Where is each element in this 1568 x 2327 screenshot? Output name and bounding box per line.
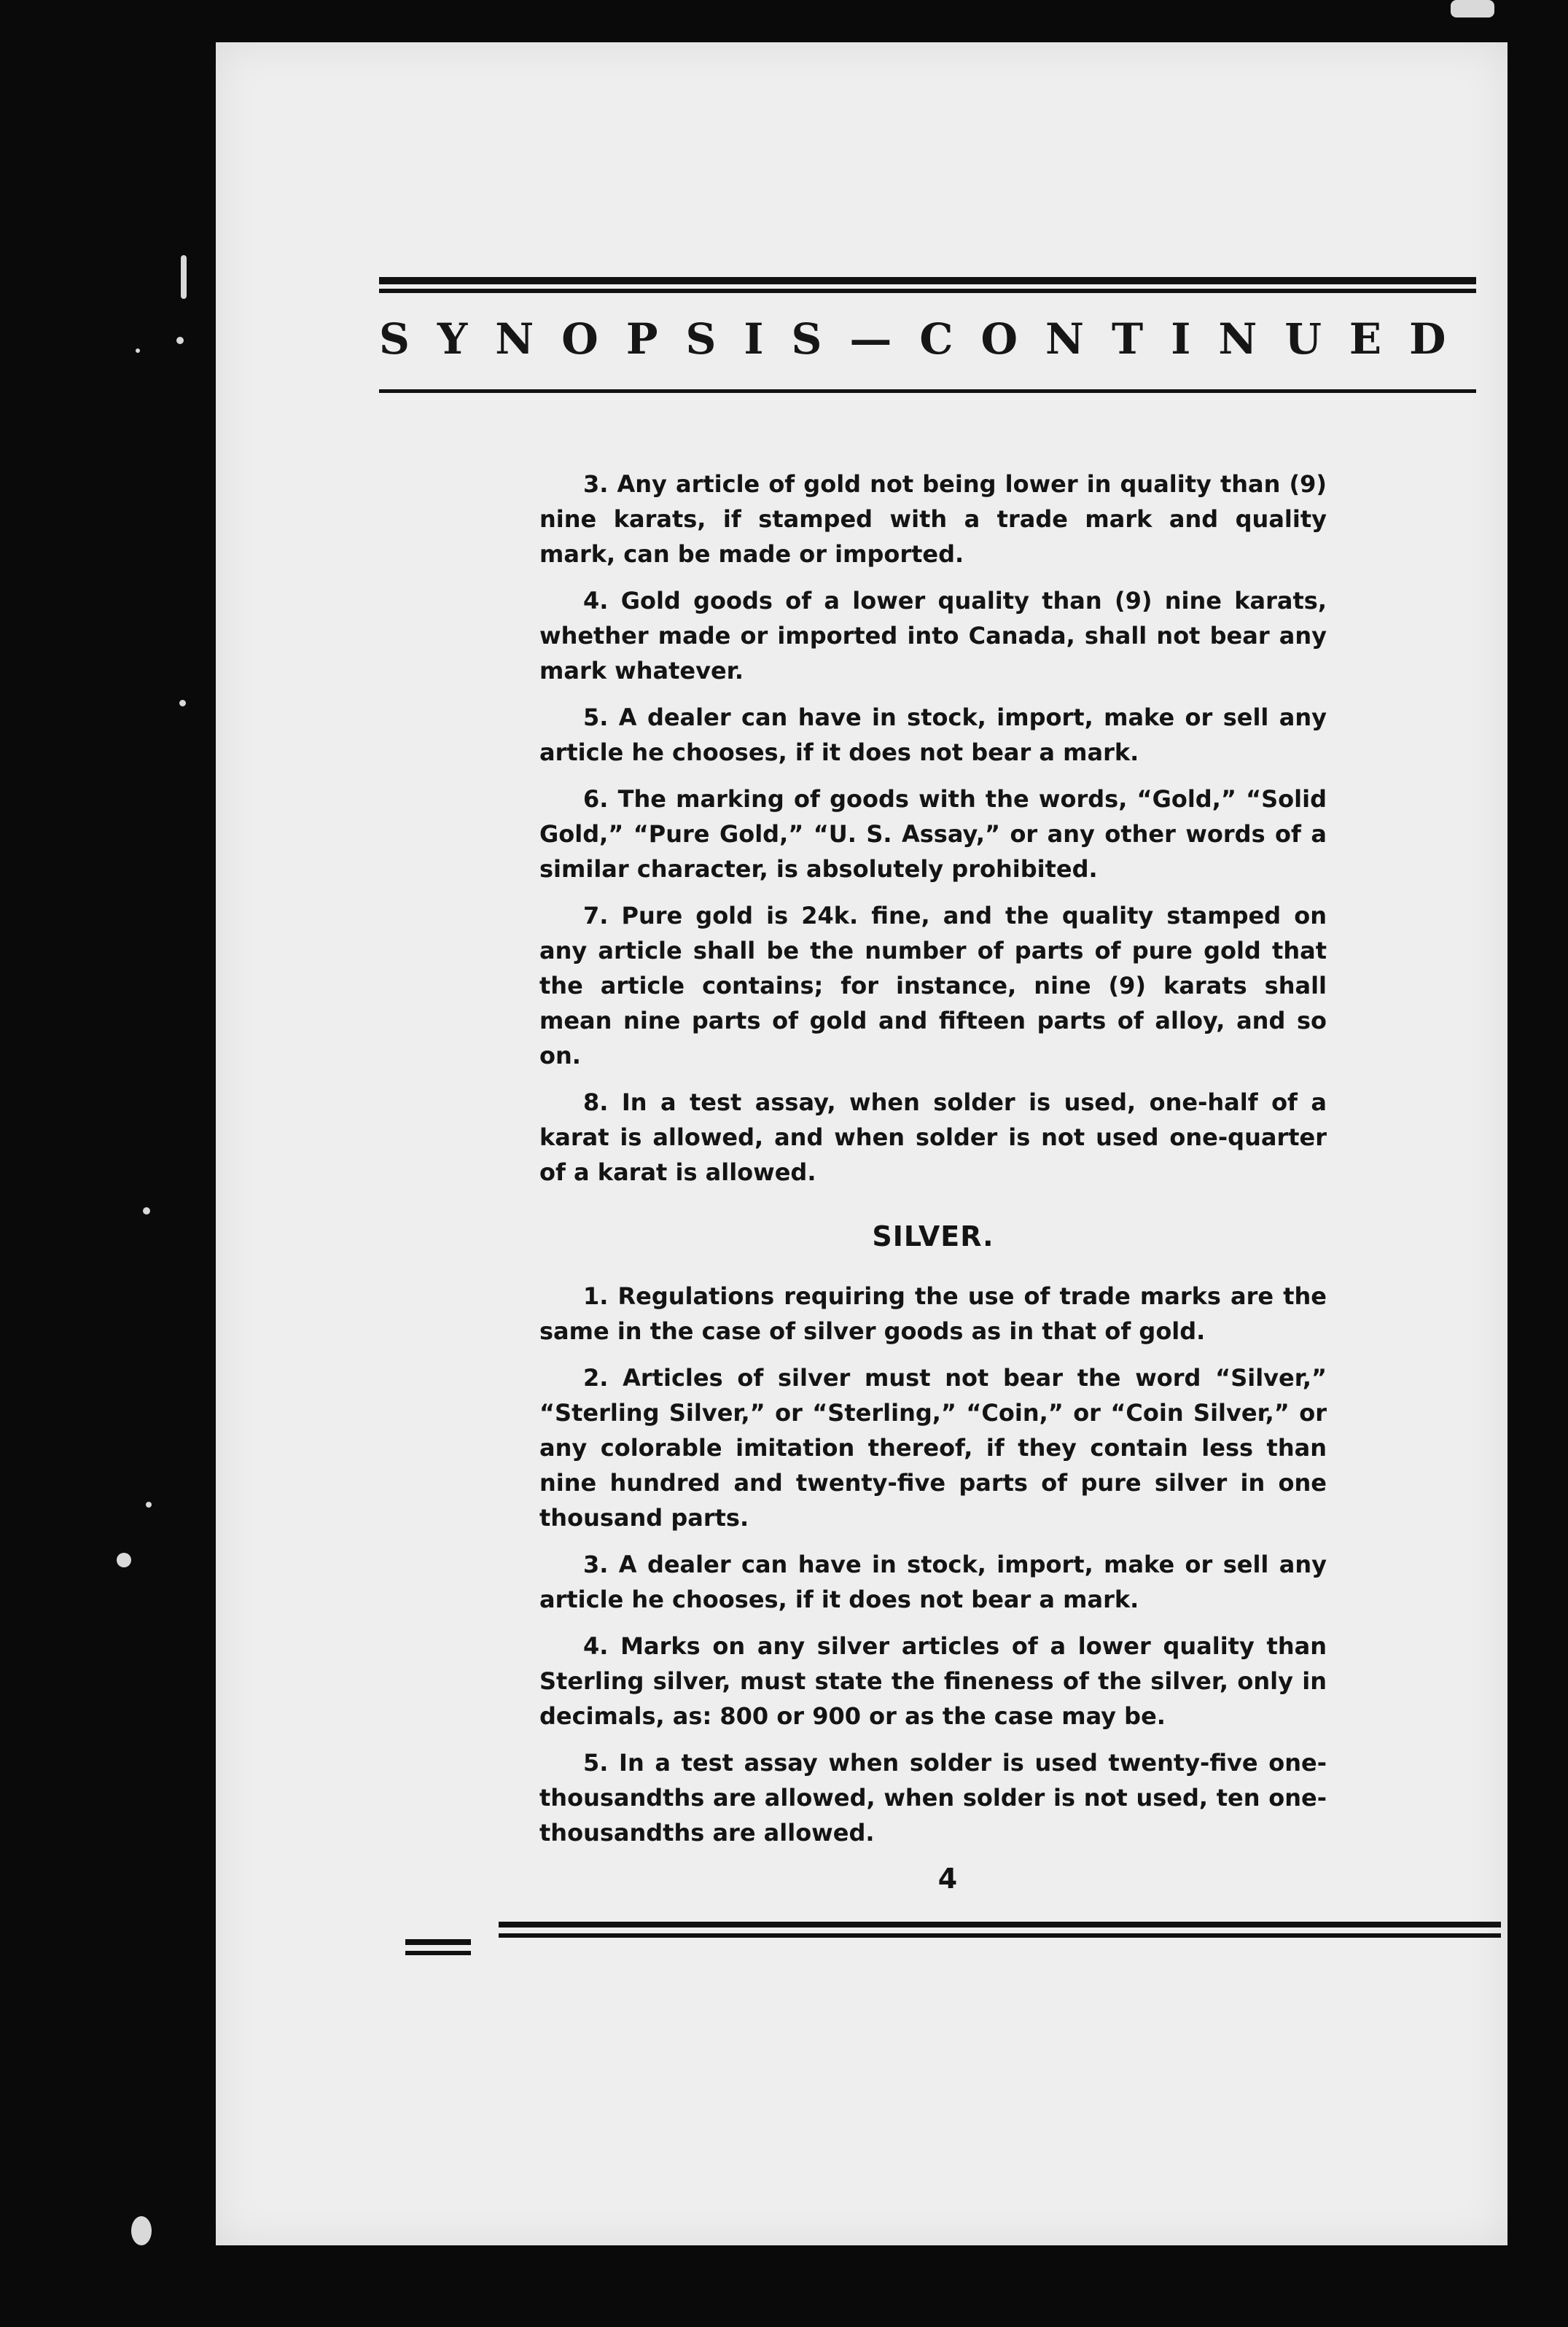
silver-item: 2. Articles of silver must not bear the word “Silver,” “Sterling Silver,” or “Sterling,” “Coin,” or “Coin Silver,” or any colorable imitation thereof, if they contain less than nine hundred and twenty-five parts of pure silver in one thousand parts. xyxy=(539,1364,1327,1532)
top-rule-thick xyxy=(379,277,1476,284)
bottom-rule-long-top xyxy=(499,1922,1501,1928)
dust-speck xyxy=(179,700,186,706)
gold-item: 3. Any article of gold not being lower in quality than (9) nine karats, if stamped with a trade mark and quality mark, can be made or imported. xyxy=(539,470,1327,568)
dust-speck xyxy=(143,1207,150,1215)
dust-speck xyxy=(181,255,187,299)
silver-item: 5. In a test assay when solder is used twenty-five one-thousandths are allowed, when solder is not used, ten one-thousandths are allowed. xyxy=(539,1749,1327,1847)
dust-speck xyxy=(131,2216,152,2245)
bottom-rule-short-bottom xyxy=(405,1951,471,1955)
dust-speck xyxy=(176,337,184,344)
bottom-rule-short-top xyxy=(405,1939,471,1945)
gold-item: 6. The marking of goods with the words, “Gold,” “Solid Gold,” “Pure Gold,” “U. S. Assay,” or any other words of a similar character, is absolutely prohibited. xyxy=(539,785,1327,883)
gold-item: 8. In a test assay, when solder is used, one-half of a karat is allowed, and when solder is not used one-quarter of a karat is allowed. xyxy=(539,1088,1327,1186)
dust-speck xyxy=(146,1502,152,1508)
synopsis-body xyxy=(539,467,1327,1862)
silver-item: 3. A dealer can have in stock, import, make or sell any article he chooses, if it does not bear a mark. xyxy=(539,1551,1327,1613)
dust-speck xyxy=(117,1553,131,1567)
gold-item: 5. A dealer can have in stock, import, make or sell any article he chooses, if it does not bear a mark. xyxy=(539,703,1327,766)
top-rule-thin xyxy=(379,289,1476,293)
silver-section-title: SILVER. xyxy=(872,1220,994,1252)
silver-item: 4. Marks on any silver articles of a lower quality than Sterling silver, must state the fineness of the silver, only in decimals, as: 800 or 900 or as the case may be. xyxy=(539,1632,1327,1730)
silver-item: 1. Regulations requiring the use of trade marks are the same in the case of silver goods as in that of gold. xyxy=(539,1282,1327,1345)
gold-item: 7. Pure gold is 24k. fine, and the quality stamped on any article shall be the number of parts of pure gold that the article contains; for instance, nine (9) karats shall mean nine parts of gold and fifteen parts of alloy, and so on. xyxy=(539,902,1327,1069)
page-number: 4 xyxy=(937,1863,958,1895)
gold-item: 4. Gold goods of a lower quality than (9) nine karats, whether made or imported into Canada, shall not bear any mark whatever. xyxy=(539,587,1327,685)
bottom-rule-long-bottom xyxy=(499,1933,1501,1938)
dust-speck xyxy=(136,348,140,353)
dust-speck xyxy=(1451,0,1494,17)
page-heading: SYNOPSIS—CONTINUED xyxy=(379,314,1474,364)
heading-underline xyxy=(379,389,1476,393)
